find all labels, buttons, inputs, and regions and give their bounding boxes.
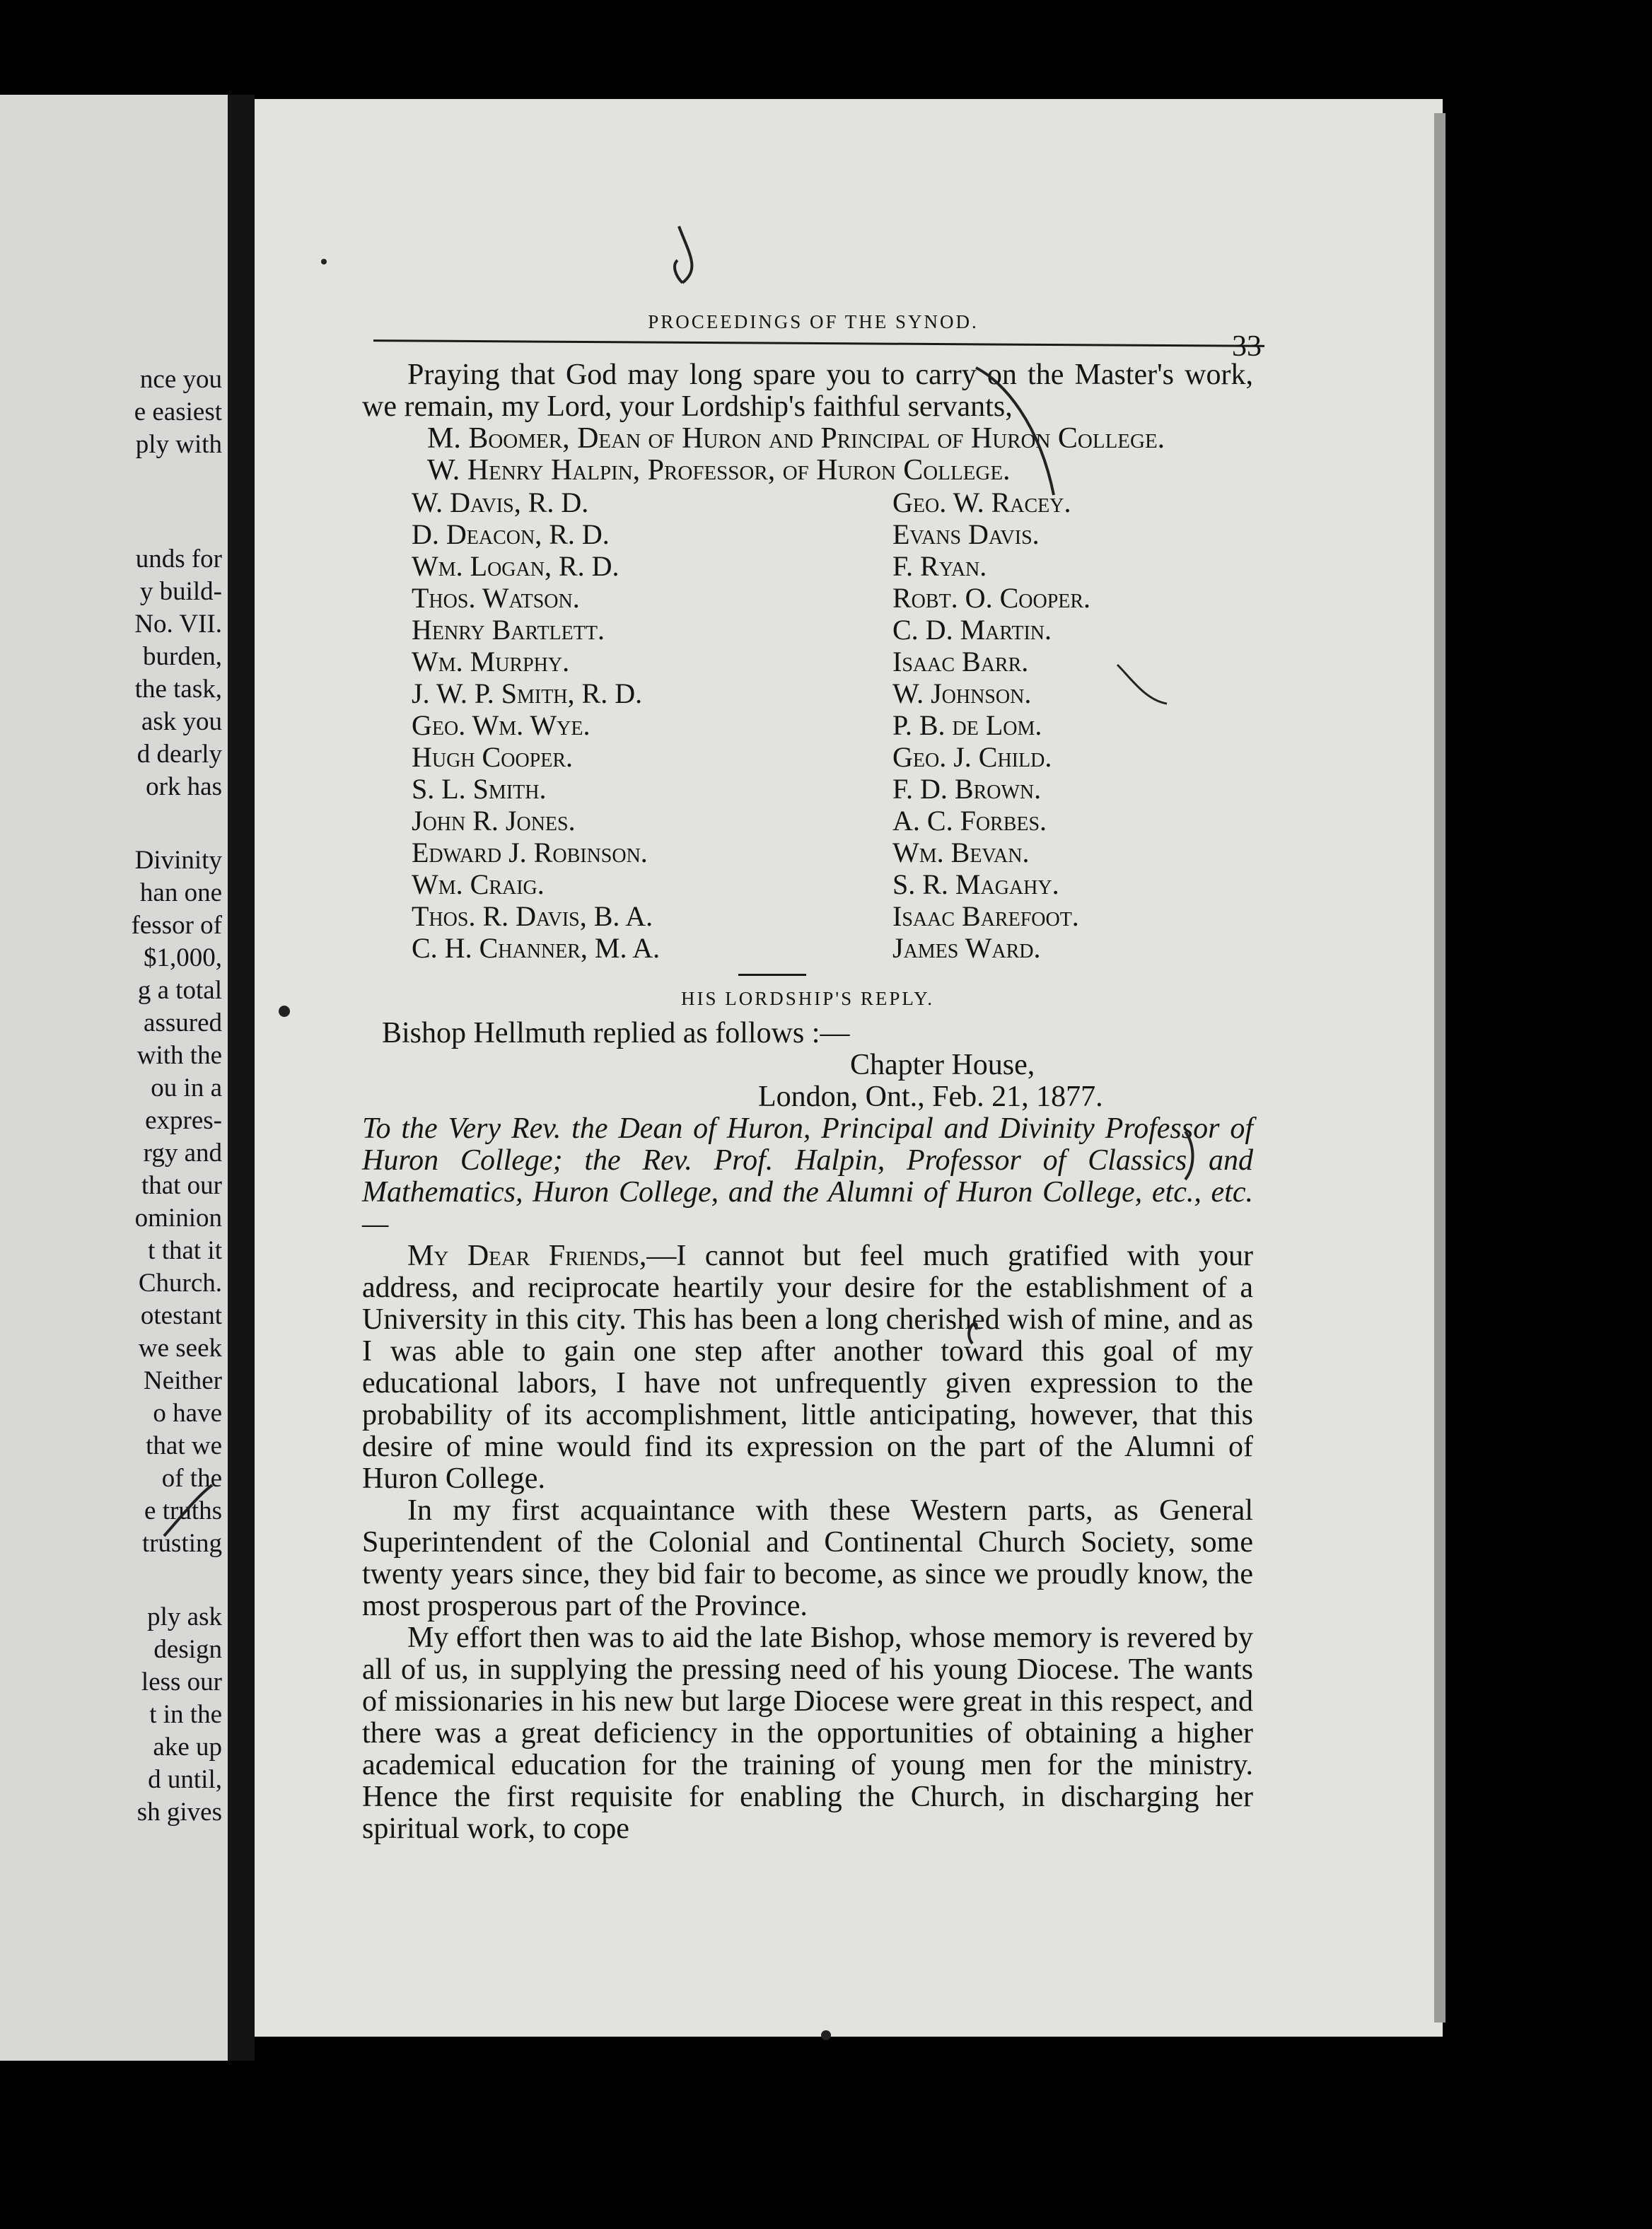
facing-line: Church. [138,1269,222,1298]
letter-place: Chapter House, [850,1049,1035,1081]
section-title: HIS LORDSHIP'S REPLY. [681,988,934,1009]
signature: Wm. Bevan. [892,837,1030,868]
facing-line: of the [161,1464,222,1493]
facing-line: unds for [135,545,222,574]
facing-line: expres- [145,1106,222,1135]
facing-line: ask you [141,707,222,736]
signature: J. W. P. Smith, R. D. [412,677,643,709]
signature: Isaac Barr. [892,646,1029,677]
facing-line: otestant [140,1301,222,1330]
signature: S. L. Smith. [412,773,547,805]
signature: A. C. Forbes. [892,805,1047,837]
signature: W. Johnson. [892,677,1032,709]
facing-line: han one [139,878,222,907]
signature: Geo. J. Child. [892,741,1052,773]
signature: Robt. O. Cooper. [892,582,1091,614]
signature: Geo. W. Racey. [892,487,1071,518]
facing-line: d until, [148,1765,222,1794]
facing-line: ply ask [147,1602,222,1631]
signature: Wm. Murphy. [412,646,570,677]
signature: Thos. R. Davis, B. A. [412,900,653,932]
facing-line: that our [141,1171,222,1200]
signature: Hugh Cooper. [412,741,574,773]
reply-intro: Bishop Hellmuth replied as follows :— [382,1017,850,1049]
facing-line: Divinity [134,846,222,875]
facing-line: t that it [148,1236,222,1265]
signature: P. B. de Lom. [892,709,1042,741]
signature: Thos. Watson. [412,582,580,614]
letter-date: London, Ont., Feb. 21, 1877. [758,1081,1103,1113]
facing-line: fessor of [131,911,222,940]
facing-line: we seek [138,1334,222,1363]
signature: C. H. Channer, M. A. [412,932,661,964]
facing-line: ake up [153,1733,222,1762]
facing-line: t in the [149,1700,222,1729]
salutation: My Dear Friends, [407,1240,647,1272]
signature: Henry Bartlett. [412,614,605,646]
facing-line: d dearly [136,740,222,769]
signature: C. D. Martin. [892,614,1052,646]
signature: Isaac Barefoot. [892,900,1079,932]
facing-line: that we [146,1431,222,1460]
signature: W. Davis, R. D. [412,487,589,518]
letter-paragraph-2: In my first acquaintance with these Western parts, as General Superintendent of the Colonial and Continental Church Society, some twenty years since, they bid fair to become, as since we proudly know, the most prosperous part of the Province. [362,1494,1253,1622]
facing-line: No. VII. [134,610,222,639]
facing-line: nce you [139,365,222,394]
facing-line: the task, [134,675,222,704]
facing-line: burden, [143,642,222,671]
signature: S. R. Magahy. [892,868,1059,900]
closing-paragraph: Praying that God may long spare you to carry on the Master's work, we remain, my Lord, your Lordship's faithful servants, [362,359,1253,423]
running-header: PROCEEDINGS OF THE SYNOD. [648,311,979,332]
facing-line: e easiest [134,397,222,426]
facing-line: trusting [141,1529,222,1558]
letter-addressee: To the Very Rev. the Dean of Huron, Principal and Divinity Professor of Huron College; the Rev. Prof. Halpin, Professor of Classics and Mathematics, Huron College, and the Alumni of Huron College, etc., etc.— [362,1112,1253,1240]
signature: F. D. Brown. [892,773,1042,805]
signature: D. Deacon, R. D. [412,518,610,550]
facing-line: with the [136,1041,222,1070]
facing-line: o have [153,1399,222,1428]
facing-line: Neither [144,1366,222,1395]
facing-line: g a total [137,976,222,1005]
signature: Evans Davis. [892,518,1040,550]
page-number: 33 [1232,330,1262,363]
signature: Wm. Craig. [412,868,545,900]
signature: F. Ryan. [892,550,987,582]
facing-line: assured [144,1008,222,1037]
facing-line: rgy and [143,1139,222,1168]
facing-line: sh gives [136,1798,222,1827]
facing-line: y build- [139,577,222,606]
facing-line: ply with [135,430,222,459]
facing-line: less our [141,1668,222,1697]
facing-line: design [153,1635,222,1664]
facing-line: e truths [144,1496,222,1525]
signatory-dean: M. Boomer, Dean of Huron and Principal of Huron College. [427,422,1165,455]
signature: Edward J. Robinson. [412,837,648,868]
signatory-professor: W. Henry Halpin, Professor, of Huron College. [427,454,1011,487]
facing-line: ou in a [151,1073,222,1102]
signature: James Ward. [892,932,1041,964]
facing-line: $1,000, [144,943,222,972]
facing-line: ork has [146,772,222,801]
letter-paragraph-3: My effort then was to aid the late Bishop, whose memory is revered by all of us, in supplying the pressing need of his young Diocese. The wants of missionaries in his new but large Diocese were great in this respect, and there was a great deficiency in the opportunities of obtaining a higher academical education for the training of young men for the ministry. Hence the first requisite for enabling the Church, in discharging her spiritual work, to cope [362,1622,1253,1845]
signature: John R. Jones. [412,805,576,837]
signature: Geo. Wm. Wye. [412,709,591,741]
paragraph-text: —I cannot but feel much gratified with your address, and reciprocate heartily your desire for the establishment of a University in this city. This has been a long cherished wish of mine, and as I was able to gain one step after another toward this goal of my educational labors, I have not unfrequently given expression to the probability of its accomplishment, little anticipating, however, that this desire of mine would find its expression on the part of the Alumni of Huron College. [362,1240,1253,1495]
facing-line: ominion [134,1204,222,1233]
signature: Wm. Logan, R. D. [412,550,620,582]
